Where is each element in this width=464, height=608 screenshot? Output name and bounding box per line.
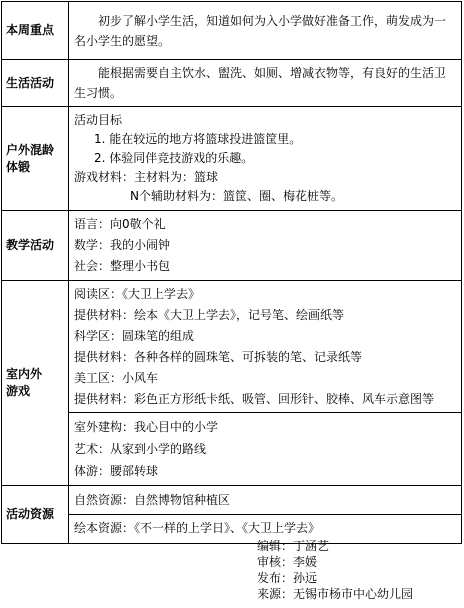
outdoor-label-text: 户外混龄体锻 <box>6 142 55 174</box>
publisher-credit: 发布：孙远 <box>257 571 318 585</box>
focus-text: 初步了解小学生活，知道如何为入小学做好准备工作，萌发成为一名小学生的愿望。 <box>74 13 447 48</box>
row-teaching <box>2 211 462 281</box>
teaching-item: 语言：向0敬个礼 <box>74 217 166 231</box>
play-line: 提供材料：彩色正方形纸卡纸、吸管、回形针、胶棒、风车示意图等 <box>74 392 435 406</box>
play-outdoor <box>69 412 461 485</box>
row-life <box>2 60 462 107</box>
play-line: 体游：腰部转球 <box>74 464 159 478</box>
credits <box>257 538 413 602</box>
play-line: 阅读区：《大卫上学去》 <box>74 287 201 301</box>
play-line: 室外建构：我心目中的小学 <box>74 420 219 434</box>
source-credit: 来源：无锡市杨市中心幼儿园 <box>257 587 414 601</box>
row-focus <box>2 2 462 60</box>
goal-item: 1. 能在较远的地方将篮球投进篮筐里。 <box>94 132 302 146</box>
teaching-content <box>69 211 461 280</box>
row-label-resources: 活动资源 <box>2 486 69 544</box>
row-label-play <box>2 281 69 486</box>
reviewer-credit: 审核：李媛 <box>257 555 318 569</box>
play-line: 科学区：圆珠笔的组成 <box>74 329 195 343</box>
teaching-item: 社会：整理小书包 <box>74 259 171 273</box>
row-outdoor <box>2 107 462 211</box>
life-text: 能根据需要自主饮水、盥洗、如厕、增减衣物等，有良好的生活卫生习惯。 <box>74 66 447 100</box>
editor-credit: 编辑：丁涵艺 <box>257 539 330 553</box>
weekly-plan-table <box>1 1 462 544</box>
row-label-teaching: 教学活动 <box>2 211 69 281</box>
resource-item: 绘本资源：《不一样的上学日》、《大卫上学去》 <box>69 514 461 542</box>
teaching-item: 数学：我的小闹钟 <box>74 238 171 252</box>
outdoor-content <box>69 108 461 209</box>
goal-title: 活动目标 <box>74 113 123 127</box>
aux-material: N个辅助材料为：篮筐、圈、梅花桩等。 <box>130 189 343 203</box>
play-areas <box>69 281 461 412</box>
goal-item: 2. 体验同伴竞技游戏的乐趣。 <box>94 151 254 165</box>
main-material: 游戏材料：主材料为：篮球 <box>74 170 219 184</box>
play-line: 提供材料：绘本《大卫上学去》，记号笔、绘画纸等 <box>74 308 345 322</box>
resource-item: 自然资源：自然博物馆种植区 <box>74 493 231 507</box>
play-line: 美工区：小风车 <box>74 371 159 385</box>
row-label-outdoor <box>2 107 69 211</box>
row-label-life: 生活活动 <box>2 60 69 107</box>
row-play <box>2 281 462 486</box>
play-label-text: 室内外游戏 <box>6 367 43 398</box>
row-resources <box>2 486 462 544</box>
play-line: 提供材料：各种各样的圆珠笔、可拆装的笔、记录纸等 <box>74 350 363 364</box>
play-line: 艺术：从家到小学的路线 <box>74 442 207 456</box>
row-label-focus: 本周重点 <box>2 2 69 60</box>
